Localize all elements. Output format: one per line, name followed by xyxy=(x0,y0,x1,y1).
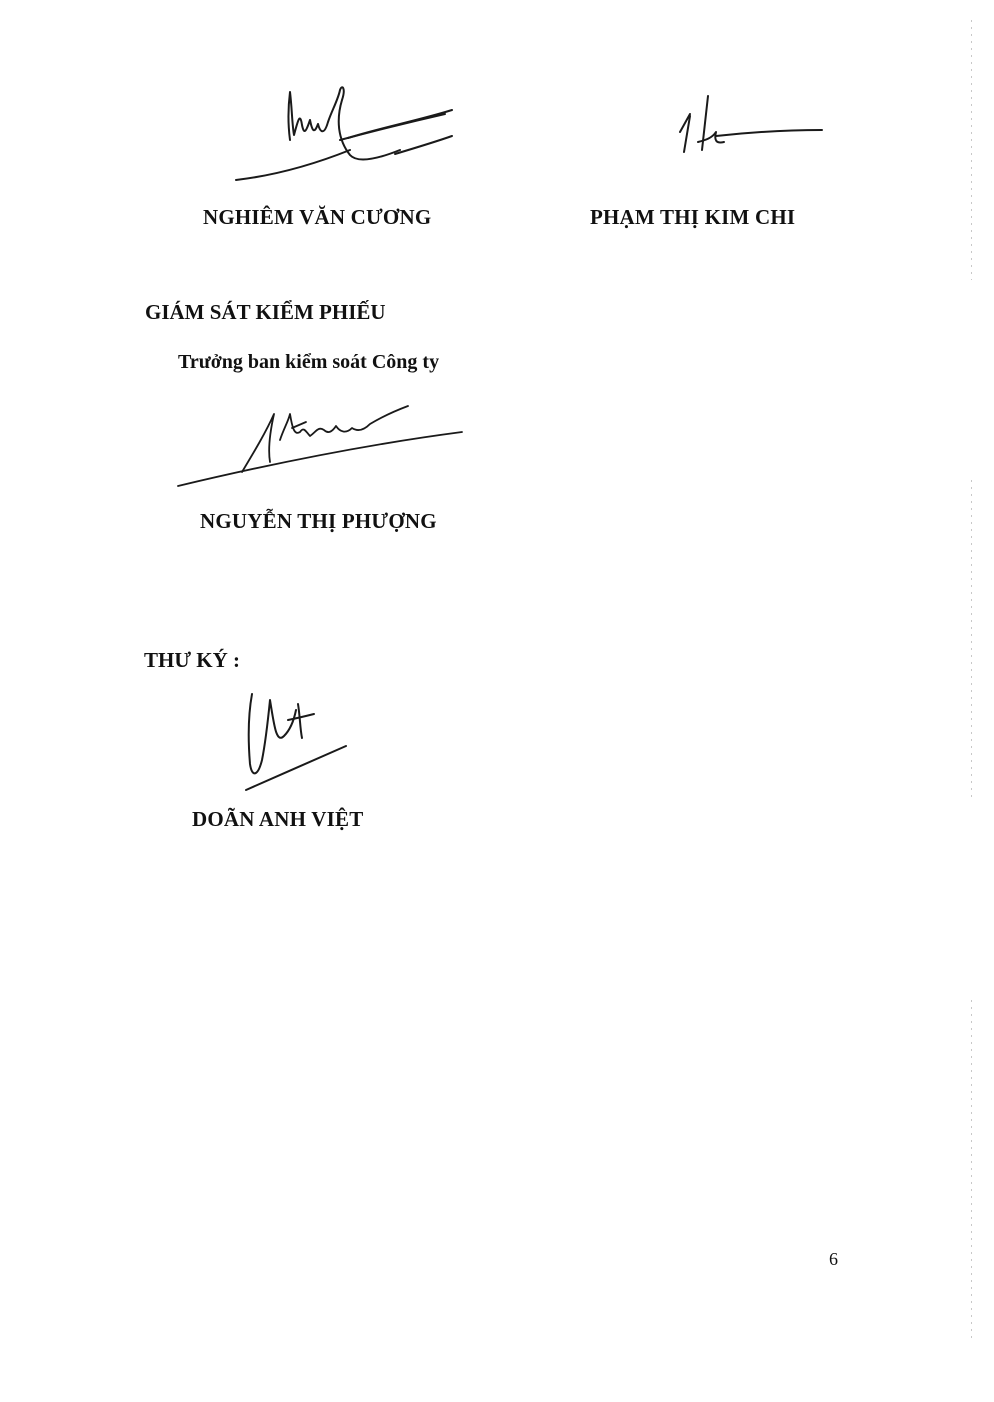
secretary-heading: THƯ KÝ : xyxy=(144,648,241,672)
signature-nguyen-thi-phuong xyxy=(170,392,470,492)
vote-supervision-heading: GIÁM SÁT KIỂM PHIẾU xyxy=(145,300,386,324)
vote-supervision-role: Trưởng ban kiểm soát Công ty xyxy=(178,351,440,373)
signature-nghiem-van-cuong xyxy=(230,80,460,190)
scan-edge-mark xyxy=(971,1000,972,1340)
secretary-name: DOÃN ANH VIỆT xyxy=(192,807,364,831)
signature-doan-anh-viet xyxy=(228,680,358,800)
signatory-name-right: PHẠM THỊ KIM CHI xyxy=(590,205,796,229)
scan-edge-mark xyxy=(971,20,972,280)
page-number: 6 xyxy=(829,1249,838,1269)
scan-edge-mark xyxy=(971,480,972,800)
signature-pham-thi-kim-chi xyxy=(672,92,832,162)
vote-supervisor-name: NGUYỄN THỊ PHƯỢNG xyxy=(200,509,437,533)
signatory-name-left: NGHIÊM VĂN CƯƠNG xyxy=(203,205,432,229)
